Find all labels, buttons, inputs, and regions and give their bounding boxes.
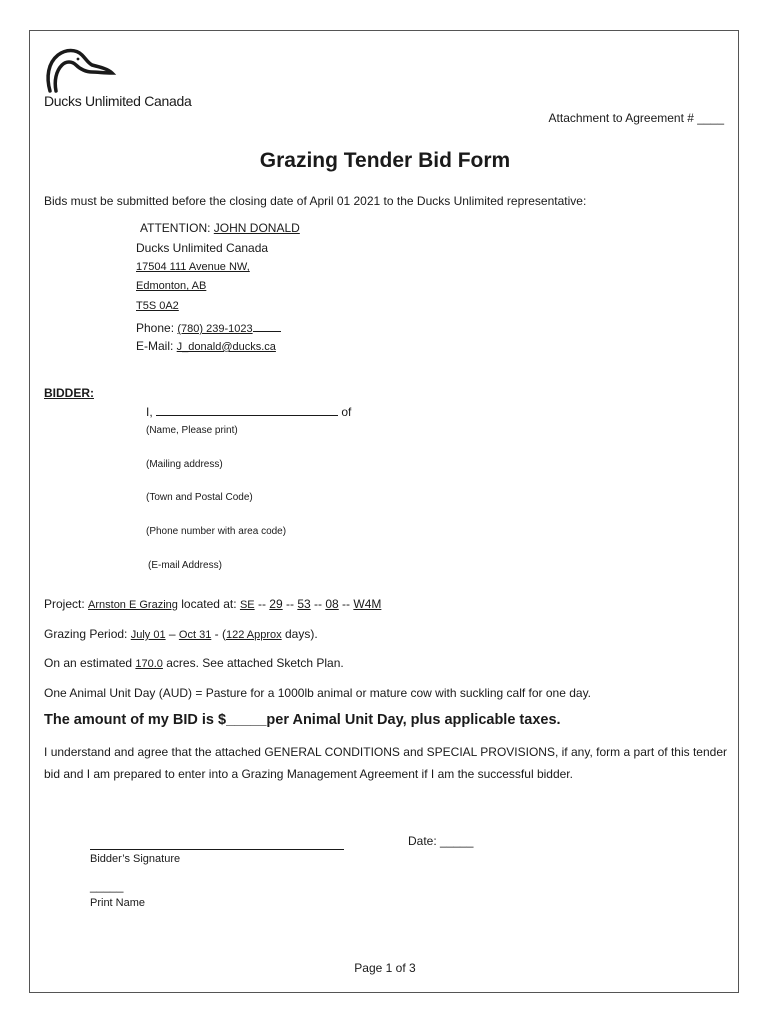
intro-text: Bids must be submitted before the closing date of April 01 2021 to the Ducks Unlimited representative: [44,194,587,208]
project-name: Arnston E Grazing [88,599,178,611]
town-hint: (Town and Postal Code) [146,492,253,503]
page-number: Page 1 of 3 [354,961,416,975]
date-line: Date: _____ [408,834,474,848]
address-street: 17504 111 Avenue NW, [136,261,250,273]
attention-name: JOHN DONALD [213,221,300,235]
grazing-period-line: Grazing Period: July 01 – Oct 31 - (122 Approx days). [44,627,318,641]
document-page [29,30,739,993]
email-hint: (E-mail Address) [148,560,222,571]
project-quarter: SE [239,599,255,611]
page-title: Grazing Tender Bid Form [259,149,511,172]
print-name-blank[interactable]: _____ [90,879,124,893]
bidder-heading: BIDDER: [44,386,94,400]
grazing-start: July 01 [130,629,166,641]
attachment-reference [549,111,724,125]
date-blank[interactable]: _____ [440,834,474,848]
address-postal: T5S 0A2 [136,300,179,312]
project-township: 53 [297,597,311,611]
phone-line: Phone: (780) 239-1023 [136,319,281,335]
duck-head-icon [44,45,124,100]
phone-hint: (Phone number with area code) [146,526,287,537]
acres-line: On an estimated 170.0 acres. See attached Sketch Plan. [44,656,344,670]
grazing-days: 122 Approx [226,629,282,641]
project-meridian: W4M [353,597,382,611]
mailing-hint: (Mailing address) [146,459,223,470]
print-name-label: Print Name [90,897,146,909]
attachment-label: Attachment to Agreement # [548,111,694,125]
grazing-end: Oct 31 [178,629,212,641]
org-logo-text: Ducks Unlimited Canada [44,93,192,109]
bid-amount-blank[interactable]: _____ [226,712,267,728]
signature-field[interactable] [90,837,344,850]
phone-value: (780) 239-1023 [177,323,253,335]
agreement-paragraph: I understand and agree that the attached GENERAL CONDITIONS and SPECIAL PROVISIONS, if any, form a part of this tender bid and I am prepared to enter into a Grazing Management Agreement if I am the successful bidder. [44,745,727,781]
project-section: 29 [269,597,283,611]
address-org: Ducks Unlimited Canada [136,241,269,255]
bid-amount-line: The amount of my BID is $_____per Animal Unit Day, plus applicable taxes. [44,712,561,728]
name-hint: (Name, Please print) [146,425,238,436]
email-line: E-Mail: J_donald@ducks.ca [136,339,276,353]
attachment-number-blank: ____ [697,111,724,125]
bidder-name-field[interactable] [156,403,338,416]
signature-label: Bidder’s Signature [90,853,181,865]
project-line: Project: Arnston E Grazing located at: SE -- 29 -- 53 -- 08 -- W4M [44,597,382,611]
aud-definition: One Animal Unit Day (AUD) = Pasture for a 1000lb animal or mature cow with suckling calf for one day. [44,686,592,700]
acres-value: 170.0 [135,658,163,670]
address-city: Edmonton, AB [136,280,207,292]
project-range: 08 [325,597,339,611]
bidder-name-line: I, of [146,405,352,419]
attention-line: ATTENTION: JOHN DONALD [140,221,300,235]
email-value: J_donald@ducks.ca [176,341,276,353]
